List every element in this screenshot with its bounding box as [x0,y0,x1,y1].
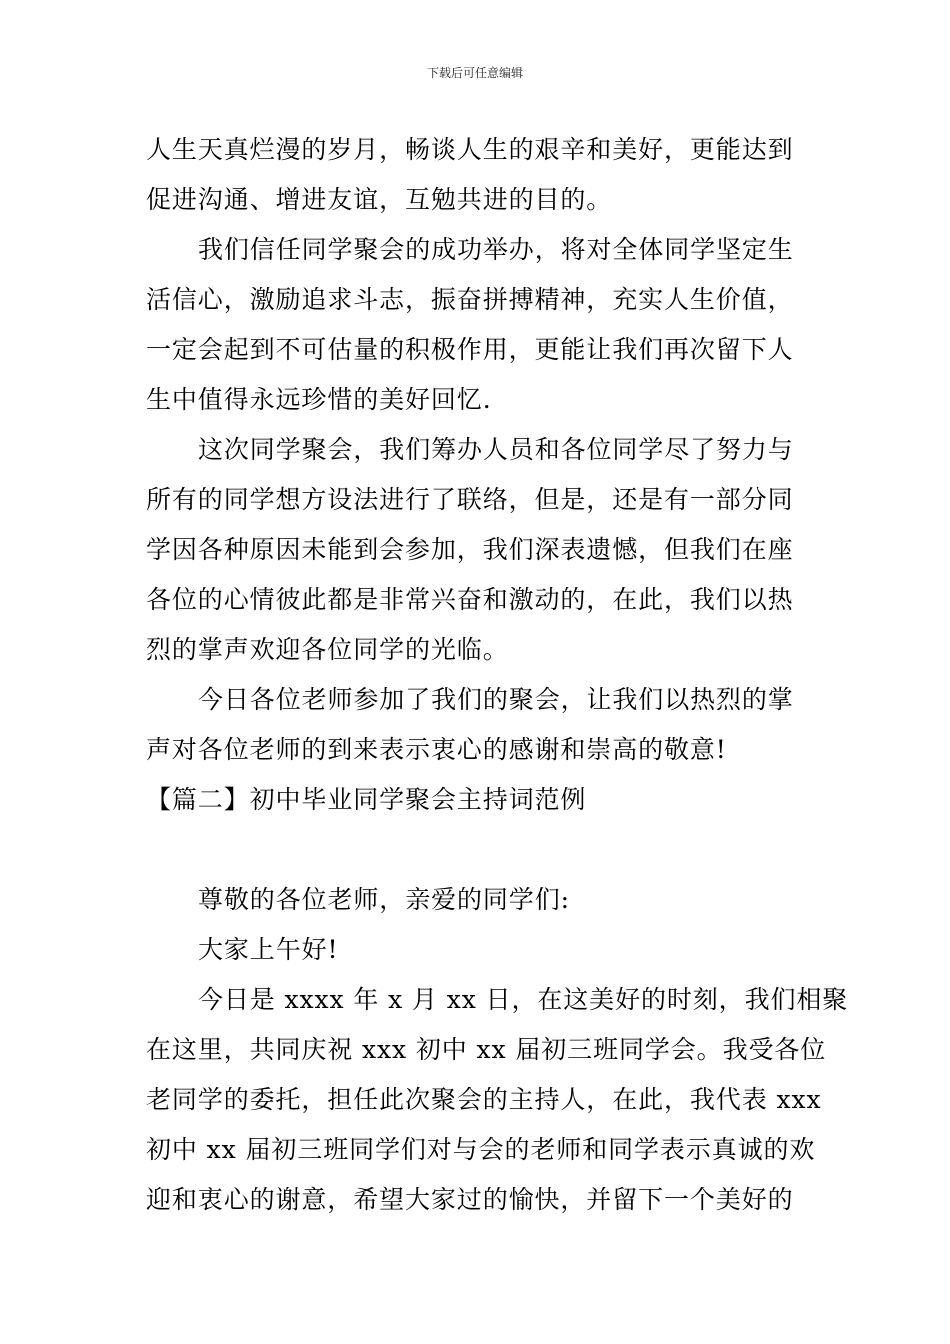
blank-line [146,825,806,875]
text-line: 所有的同学想方设法进行了联络，但是，还是有一部分同 [146,485,794,514]
paragraph-start: 我们信任同学聚会的成功举办，将对全体同学坚定生 [198,235,794,264]
greeting: 大家上午好! [198,935,339,964]
text-line: 迎和衷心的谢意，希望大家过的愉快，并留下一个美好的 [146,1185,794,1214]
text-line: 老同学的委托，担任此次聚会的主持人，在此，我代表 xxx [146,1085,822,1114]
salutation: 尊敬的各位老师，亲爱的同学们: [198,885,570,914]
page-header: 下载后可任意编辑 [426,66,523,80]
text-line: 生中值得永远珍惜的美好回忆. [146,385,492,414]
text-line: 学因各种原因未能到会参加，我们深表遗憾，但我们在座 [146,535,794,564]
text-line: 各位的心情彼此都是非常兴奋和激动的，在此，我们以热 [146,585,794,614]
text-line: 在这里，共同庆祝 xxx 初中 xx 届初三班同学会。我受各位 [146,1035,827,1064]
text-line: 一定会起到不可估量的积极作用，更能让我们再次留下人 [146,335,794,364]
text-line: 烈的掌声欢迎各位同学的光临。 [146,635,509,664]
paragraph-start: 这次同学聚会，我们筹办人员和各位同学尽了努力与 [198,435,794,464]
text-line: 活信心，激励追求斗志，振奋拼搏精神，充实人生价值， [146,285,794,314]
text-line: 促进沟通、增进友谊，互勉共进的目的。 [146,185,613,214]
text-line: 初中 xx 届初三班同学们对与会的老师和同学表示真诚的欢 [146,1135,816,1164]
text-line: 声对各位老师的到来表示衷心的感谢和崇高的敬意! [146,735,727,764]
document-body [146,125,849,1225]
paragraph-start: 今日各位老师参加了我们的聚会，让我们以热烈的掌 [198,685,794,714]
section-heading: 【篇二】初中毕业同学聚会主持词范例 [146,785,587,814]
text-line: 人生天真烂漫的岁月，畅谈人生的艰辛和美好，更能达到 [146,135,794,164]
paragraph-start: 今日是 xxxx 年 x 月 xx 日，在这美好的时刻，我们相聚 [198,985,849,1014]
